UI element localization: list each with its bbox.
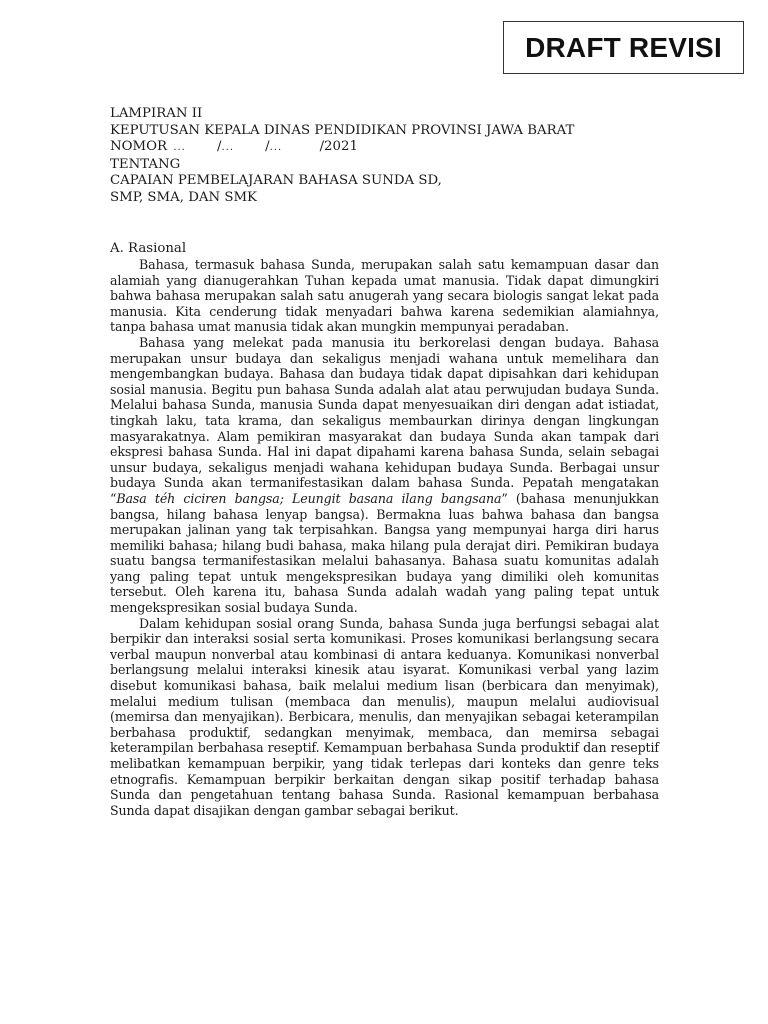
paragraph-2 [110, 335, 659, 616]
document-title-line-1: CAPAIAN PEMBELAJARAN BAHASA SUNDA SD, [110, 173, 442, 189]
paragraph-3: Dalam kehidupan sosial orang Sunda, bahasa Sunda juga berfungsi sebagai alat berpikir dan interaksi sosial serta komunikasi. Proses komunikasi berlangsung secara verbal maupun nonverbal atau kombinasi di antara keduanya. Komunikasi nonverbal berlangsung melalui interaksi kinesik atau isyarat. Komunikasi verbal yang lazim disebut komunikasi bahasa, baik melalui medium lisan (berbicara dan menyimak), melalui medium tulisan (membaca dan menulis), maupun melalui audiovisual (memirsa dan menyajikan). Berbicara, menulis, dan menyajikan sebagai keterampilan berbahasa produktif, sedangkan menyimak, membaca, dan memirsa sebagai keterampilan berbahasa reseptif. Kemampuan berbahasa Sunda produktif dan reseptif melibatkan kemampuan berpikir, yang tidak terlepas dari konteks dan genre teks etnografis. Kemampuan berpikir berkaitan dengan sikap positif terhadap bahasa Sunda dan pengetahuan tentang bahasa Sunda. Rasional kemampuan berbahasa Sunda dapat disajikan dengan gambar sebagai berikut. [110, 615, 659, 818]
draft-revisi-stamp: DRAFT REVISI [503, 21, 744, 74]
section-body [110, 257, 659, 818]
tentang-line: TENTANG [110, 156, 181, 172]
nomor-dots-3: ... [269, 142, 283, 154]
sundanese-proverb: Basa téh ciciren bangsa; Leungit basana ilang bangsana [116, 490, 502, 506]
section-heading [110, 241, 186, 257]
paragraph-2-text-before: Bahasa yang melekat pada manusia itu berkorelasi dengan budaya. Bahasa merupakan unsur budaya dan sekaligus menjadi wahana untuk memelihara dan mengembangkan budaya. Bahasa dan budaya tidak dapat dipisahkan dari kehidupan sosial manusia. Begitu pun bahasa Sunda adalah alat atau perwujudan budaya Sunda. Melalui bahasa Sunda, manusia Sunda dapat menyesuaikan diri dengan adat istiadat, tingkah laku, tata krama, dan sekaligus membaurkan dirinya dengan lingkungan masyarakatnya. Alam pemikiran masyarakat dan budaya Sunda akan tampak dari ekspresi bahasa Sunda. Hal ini dapat dipahami karena bahasa Sunda, selain sebagai unsur budaya, sekaligus menjadi wahana kehidupan budaya Sunda. Berbagai unsur budaya Sunda akan termanifestasikan dalam bahasa Sunda. Pepatah mengatakan “ [110, 334, 659, 506]
document-title-line-2: SMP, SMA, DAN SMK [110, 189, 257, 205]
nomor-dots-1: ... [173, 142, 186, 154]
paragraph-2-text-after: ” (bahasa menunjukkan bangsa, hilang bahasa lenyap bangsa). Bermakna luas bahwa bahasa dan bangsa merupakan jalinan yang tak terpisahkan. Bangsa yang mempunyai harga diri harus memiliki bahasa; hilang budi bahasa, maka hilang pula derajat diri. Pemikiran budaya suatu bangsa termanifestasikan melalui bahasanya. Bahasa suatu komunitas adalah yang paling tepat untuk mengekspresikan budaya yang dimiliki oleh komunitas tersebut. Oleh karena itu, bahasa Sunda adalah wadah yang paling tepat untuk mengekspresikan sosial budaya Sunda. [110, 490, 660, 616]
nomor-line: NOMOR ... /... /... /2021 [110, 139, 358, 155]
lampiran-line: LAMPIRAN II [110, 106, 203, 121]
nomor-year: /2021 [319, 139, 358, 155]
section-title: Rasional [128, 241, 187, 256]
paragraph-1: Bahasa, termasuk bahasa Sunda, merupakan salah satu kemampuan dasar dan alamiah yang dianugerahkan Tuhan kepada umat manusia. Tidak dapat dimungkiri bahwa bahasa merupakan salah satu anugerah yang secara biologis sangat lekat pada manusia. Kita cenderung tidak menyadari bahwa karena sedemikian alamiahnya, tanpa bahasa umat manusia tidak akan mungkin mempunyai peradaban. [110, 257, 659, 335]
nomor-dots-2: ... [221, 142, 235, 154]
section-letter: A. [110, 241, 124, 256]
nomor-label: NOMOR [110, 139, 168, 155]
keputusan-line: KEPUTUSAN KEPALA DINAS PENDIDIKAN PROVINSI JAWA BARAT [110, 122, 575, 138]
document-header [110, 106, 670, 207]
